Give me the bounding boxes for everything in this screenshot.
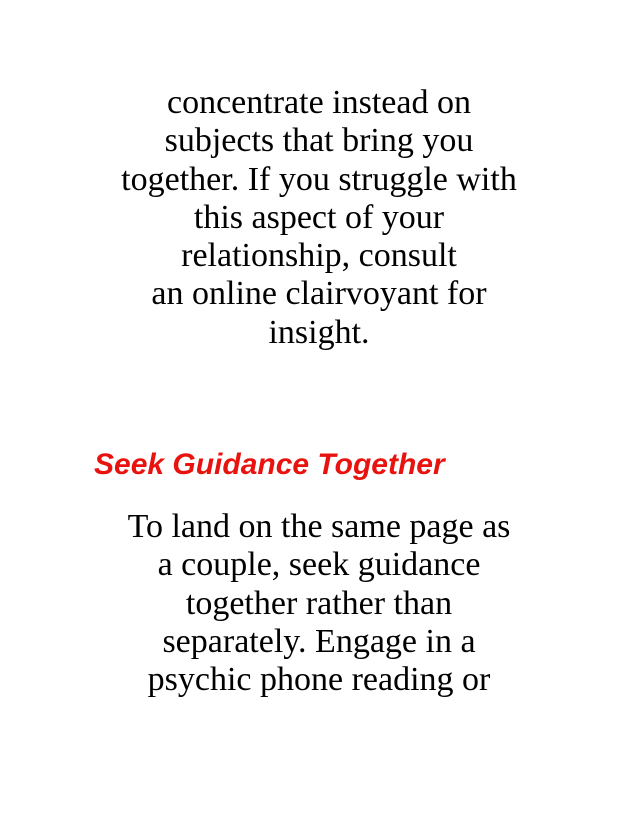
paragraph-line: To land on the same page as — [127, 508, 511, 545]
paragraph-line: together. If you struggle with — [121, 160, 517, 198]
paragraph-line: psychic phone reading or — [147, 661, 491, 699]
section-heading: Seek Guidance Together — [94, 448, 445, 481]
paragraph-line: together rather than — [185, 584, 453, 622]
paragraph-line: subjects that bring you — [164, 122, 474, 160]
paragraph-line: separately. Engage in a — [162, 622, 476, 660]
paragraph-line: a couple, seek guidance — [157, 546, 481, 584]
body-paragraph-1 — [80, 84, 558, 352]
paragraph-line: this aspect of your — [193, 198, 445, 236]
paragraph-line: an online clairvoyant for — [151, 275, 487, 313]
paragraph-line: relationship, consult — [181, 237, 457, 275]
paragraph-line: insight. — [268, 313, 370, 351]
paragraph-line: concentrate instead on — [167, 84, 471, 121]
body-paragraph-2 — [80, 508, 558, 699]
